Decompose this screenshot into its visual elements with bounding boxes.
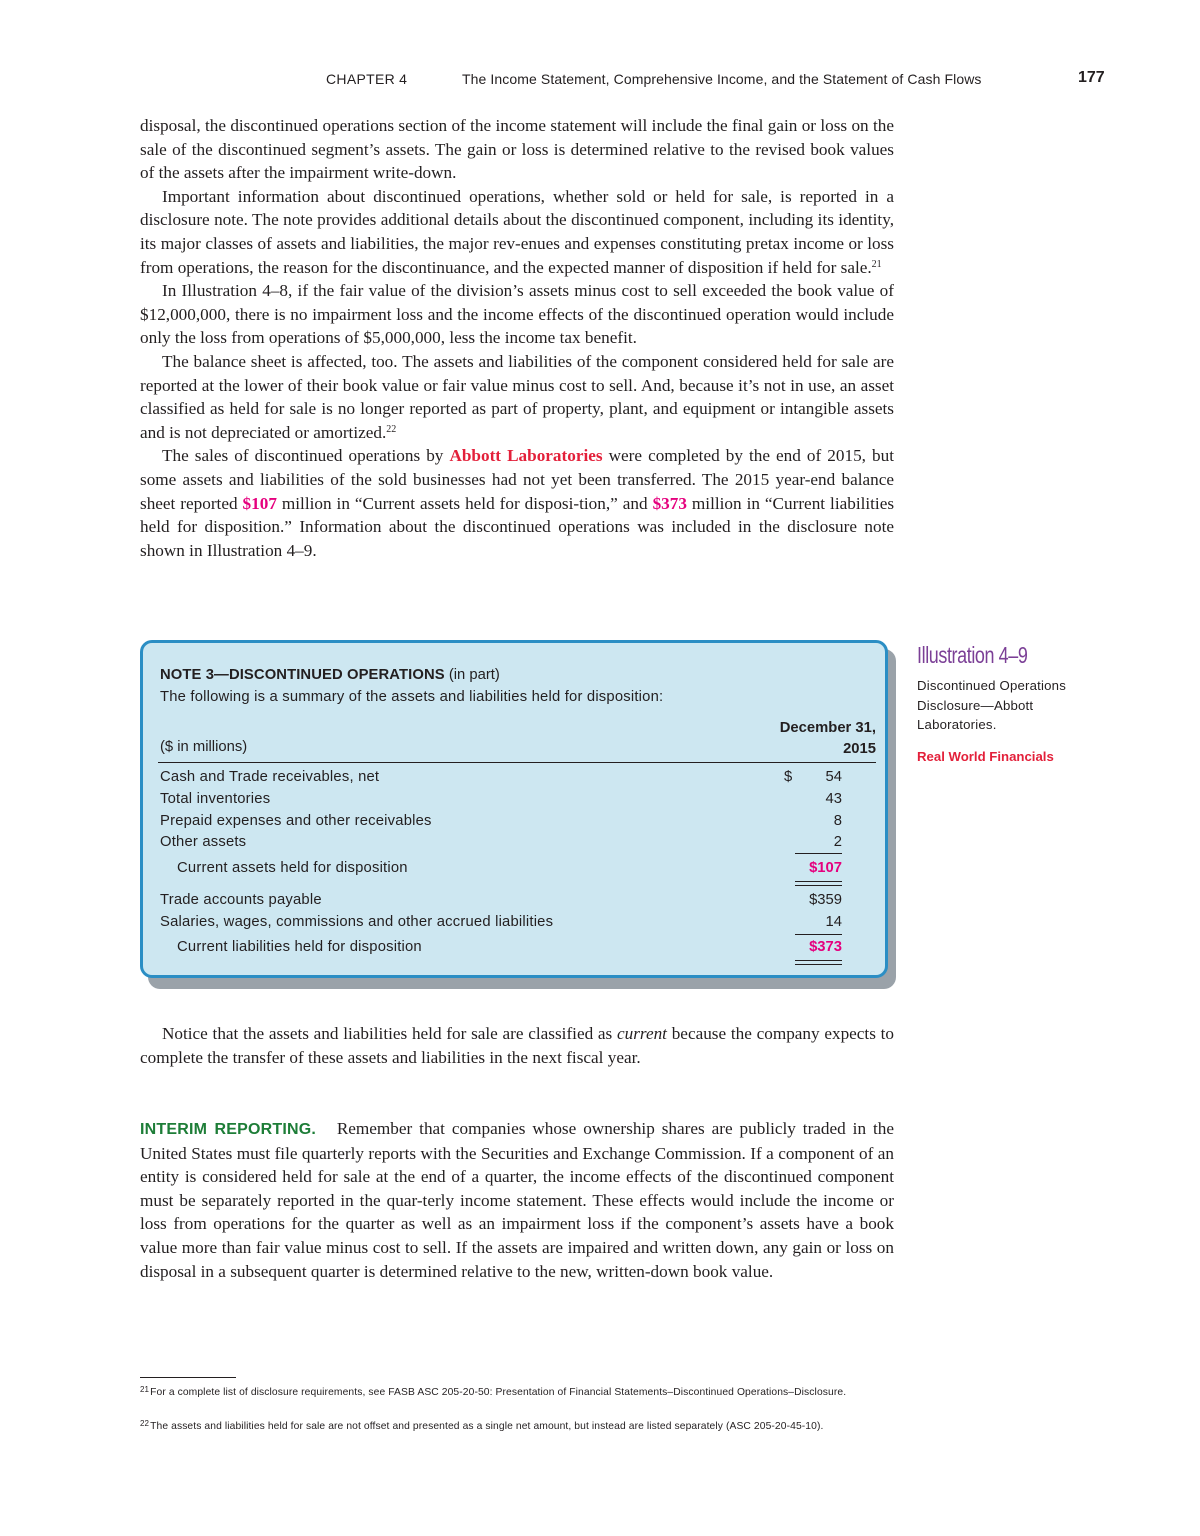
table-row-value: 14 (825, 914, 842, 930)
table-row-value: 2 (833, 834, 842, 850)
note-summary: The following is a summary of the assets and liabilities held for disposition: (160, 689, 664, 705)
real-world-financials-tag: Real World Financials (917, 749, 1054, 764)
amount-liabilities-highlight: $373 (652, 493, 687, 513)
illustration-caption: Discontinued Operations Disclosure—Abbott Laboratories. (917, 678, 1067, 733)
table-row-label: Cash and Trade receivables, net (160, 769, 380, 785)
table-row-total-value: $107 (809, 860, 842, 876)
footnote-22: $^{22}$The assets and liabilities held for sale are not offset and presented as a single net amount, but instead are listed separately (ASC 205-20-45-10). (140, 1419, 824, 1432)
table-row-label: Total inventories (160, 791, 271, 807)
table-row-total-label: Current assets held for disposition (177, 860, 408, 876)
body-text-middle (140, 1022, 894, 1069)
footnote-ref-21[interactable]: 21 (871, 258, 882, 270)
body-text-interim (140, 1117, 894, 1283)
footnote-21: $^{21}$For a complete list of disclosure requirements, see FASB ASC 205-20-50: Presentation of Financial Statements–Discontinued Operations–Disclosure. (140, 1385, 847, 1398)
company-link-abbott[interactable]: Abbott Laboratories (449, 446, 603, 466)
chapter-label: CHAPTER 4 (326, 71, 408, 87)
table-row-value: $359 (809, 892, 842, 908)
table-row-value: 43 (825, 791, 842, 807)
footnote-ref-22[interactable]: 22 (386, 423, 397, 435)
table-top-rule (158, 762, 876, 763)
paragraph-1: disposal, the discontinued operations section of the income statement will include the final gain or loss on the sale of the discontinued segment’s assets. The gain or loss is determined relative to the revised book values of the assets after the impairment write-down. (140, 116, 894, 183)
units-label: ($ in millions) (160, 739, 248, 755)
paragraph-4: The balance sheet is affected, too. The assets and liabilities of the component considered held for sale are reported at the lower of their book value or fair value minus cost to sell. And, because it’s not in use, an asset classified as held for sale is no longer reported as part of property, plant, and equipment or intangible assets and is not depreciated or amortized.$^{22}$ (140, 351, 894, 442)
footnote-rule (140, 1377, 236, 1378)
column-header: December 31, 2015 (779, 720, 876, 757)
table-row-label: Trade accounts payable (160, 892, 322, 908)
table-row-total-value: $373 (809, 939, 842, 955)
section-heading-interim-reporting: INTERIM REPORTING. (140, 1121, 317, 1138)
table-row-label: Prepaid expenses and other receivables (160, 813, 432, 829)
paragraph-2: Important information about discontinued operations, whether sold or held for sale, is reported in a disclosure note. The note provides additional details about the discontinued component, including its identity, its major classes of assets and liabilities, the major rev-enues and expenses constituting pretax income or loss from operations, the reason for the discontinuance, and the expected manner of disposition if held for sale.$^{21}$ (140, 186, 894, 277)
table-row-total-label: Current liabilities held for disposition (177, 939, 422, 955)
paragraph-6: Notice that the assets and liabilities held for sale are classified as current because the company expects to complete the transfer of these assets and liabilities in the next fiscal year. (140, 1024, 895, 1067)
body-text-top (140, 114, 894, 562)
paragraph-5: The sales of discontinued operations by Abbott Laboratories were completed by the end of 2015, but some assets and liabilities of the sold businesses had not yet been transferred. The 2015 year-end balance sheet reported $107 million in “Current assets held for disposi-tion,” and $373 million in “Current liabilities held for disposition.” Information about the discontinued operations was included in the disclosure note shown in Illustration 4–9. (140, 446, 895, 560)
total-double-rule (795, 881, 842, 886)
amount-assets-highlight: $107 (242, 493, 277, 513)
paragraph-3: In Illustration 4–8, if the fair value of the division’s assets minus cost to sell exceeded the book value of $12,000,000, there is no impairment loss and the income effects of the discontinued operation would include only the loss from operations of $5,000,000, less the income tax benefit. (140, 281, 894, 348)
running-title: The Income Statement, Comprehensive Income, and the Statement of Cash Flows (462, 71, 982, 87)
subtotal-rule (795, 934, 842, 935)
table-row-label: Salaries, wages, commissions and other accrued liabilities (160, 914, 554, 930)
illustration-label: Illustration 4–9 (917, 642, 1028, 668)
table-row-value: 8 (833, 813, 842, 829)
subtotal-rule (795, 853, 842, 854)
page-number: 177 (1078, 69, 1105, 86)
paragraph-7: INTERIM REPORTING. Remember that companies whose ownership shares are publicly traded in the United States must file quarterly reports with the Securities and Exchange Commission. If a component of an entity is considered held for sale at the end of a quarter, the income effects of the discontinued component must be separately reported in the quar-terly income statement. These effects would include the income or loss from operations for the quarter as well as an impairment loss if the component’s assets have a book value more than fair value minus cost to sell. If the assets are impaired and written down, any gain or loss on disposal in a subsequent quarter is determined relative to the new, written-down book value. (140, 1119, 894, 1281)
total-double-rule (795, 960, 842, 965)
table-row-value: $ 54 (784, 769, 842, 785)
note-title: NOTE 3—DISCONTINUED OPERATIONS (in part) (160, 667, 500, 683)
table-row-label: Other assets (160, 834, 247, 850)
